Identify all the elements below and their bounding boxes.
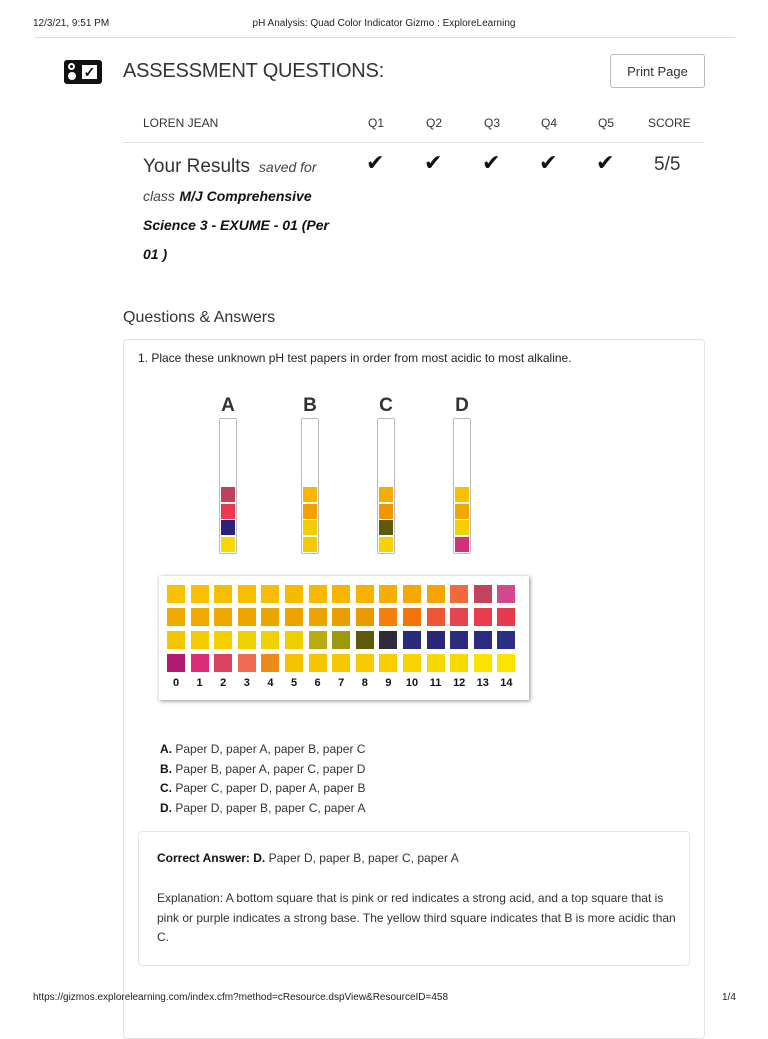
ph-label: 13 bbox=[476, 677, 489, 689]
ph-label: 1 bbox=[196, 677, 203, 689]
col-q1: Q1 bbox=[368, 116, 385, 130]
strip-label: A bbox=[221, 395, 235, 416]
print-title: pH Analysis: Quad Color Indicator Gizmo : ExploreLearning bbox=[252, 18, 516, 29]
option-a: A. Paper D, paper A, paper B, paper C bbox=[160, 742, 366, 756]
score-value: 5/5 bbox=[654, 154, 681, 175]
ph-label: 3 bbox=[243, 677, 250, 689]
class-name: M/J Comprehensive bbox=[179, 188, 312, 204]
ph-label: 10 bbox=[405, 677, 419, 689]
test-strip bbox=[377, 418, 395, 554]
ph-label: 4 bbox=[267, 677, 274, 689]
check-icon: ✔ bbox=[539, 150, 558, 175]
ph-label: 14 bbox=[500, 677, 513, 689]
check-icon: ✔ bbox=[596, 150, 615, 175]
divider bbox=[123, 142, 703, 143]
check-icon: ✔ bbox=[366, 150, 385, 175]
option-c: C. Paper C, paper D, paper A, paper B bbox=[160, 781, 366, 795]
assessment-icon: ✓ bbox=[64, 60, 102, 84]
class-prefix: class bbox=[143, 188, 175, 204]
strip-label: C bbox=[379, 395, 393, 416]
divider bbox=[35, 37, 735, 38]
print-page-button[interactable]: Print Page bbox=[610, 54, 705, 88]
correct-answer bbox=[157, 851, 459, 865]
page-title: ASSESSMENT QUESTIONS: bbox=[123, 60, 385, 82]
ph-label: 6 bbox=[314, 677, 321, 689]
class-name: Science 3 - EXUME - 01 (Per bbox=[143, 217, 329, 233]
check-icon: ✔ bbox=[424, 150, 443, 175]
saved-for-label: saved for bbox=[258, 159, 317, 175]
answer-options bbox=[160, 740, 365, 818]
your-results bbox=[143, 152, 343, 269]
your-results-label: Your Results bbox=[143, 156, 251, 177]
explanation: Explanation: A bottom square that is pink or red indicates a strong acid, and a top square that is pink or purple indicates a strong base. The yellow third square indicates that B is more acidic than C. bbox=[157, 891, 676, 944]
correct-answer-label: Correct Answer: D. bbox=[157, 851, 266, 865]
ph-label: 7 bbox=[338, 677, 345, 689]
ph-label: 12 bbox=[453, 677, 466, 689]
question-text: 1. Place these unknown pH test papers in order from most acidic to most alkaline. bbox=[138, 351, 572, 365]
ph-label: 2 bbox=[220, 677, 227, 689]
test-strip bbox=[219, 418, 237, 554]
ph-label: 0 bbox=[172, 677, 180, 689]
test-strip bbox=[453, 418, 471, 554]
ph-label: 9 bbox=[385, 677, 392, 689]
col-q4: Q4 bbox=[541, 116, 558, 130]
print-date: 12/3/21, 9:51 PM bbox=[33, 18, 110, 29]
page-url: https://gizmos.explorelearning.com/index.cfm?method=cResource.dspView&ResourceID=458 bbox=[33, 992, 449, 1003]
student-name: LOREN JEAN bbox=[143, 116, 219, 130]
option-b: B. Paper B, paper A, paper C, paper D bbox=[160, 761, 366, 776]
ph-color-chart bbox=[159, 576, 529, 700]
page-number: 1/4 bbox=[722, 992, 736, 1003]
strip-label: D bbox=[455, 395, 469, 416]
class-name: 01 ) bbox=[143, 246, 168, 262]
col-q3: Q3 bbox=[484, 116, 501, 130]
test-strip bbox=[301, 418, 319, 554]
correct-answer-text: Paper D, paper B, paper C, paper A bbox=[268, 851, 459, 865]
ph-label: 11 bbox=[429, 677, 442, 689]
check-icon: ✔ bbox=[482, 150, 501, 175]
ph-label: 5 bbox=[290, 677, 298, 689]
col-q2: Q2 bbox=[426, 116, 443, 130]
col-q5: Q5 bbox=[598, 116, 615, 130]
strip-label: B bbox=[303, 395, 317, 416]
col-score: SCORE bbox=[648, 116, 691, 130]
ph-label: 8 bbox=[361, 677, 368, 689]
section-heading: Questions & Answers bbox=[123, 309, 276, 326]
option-d: D. Paper D, paper B, paper C, paper A bbox=[160, 800, 366, 815]
